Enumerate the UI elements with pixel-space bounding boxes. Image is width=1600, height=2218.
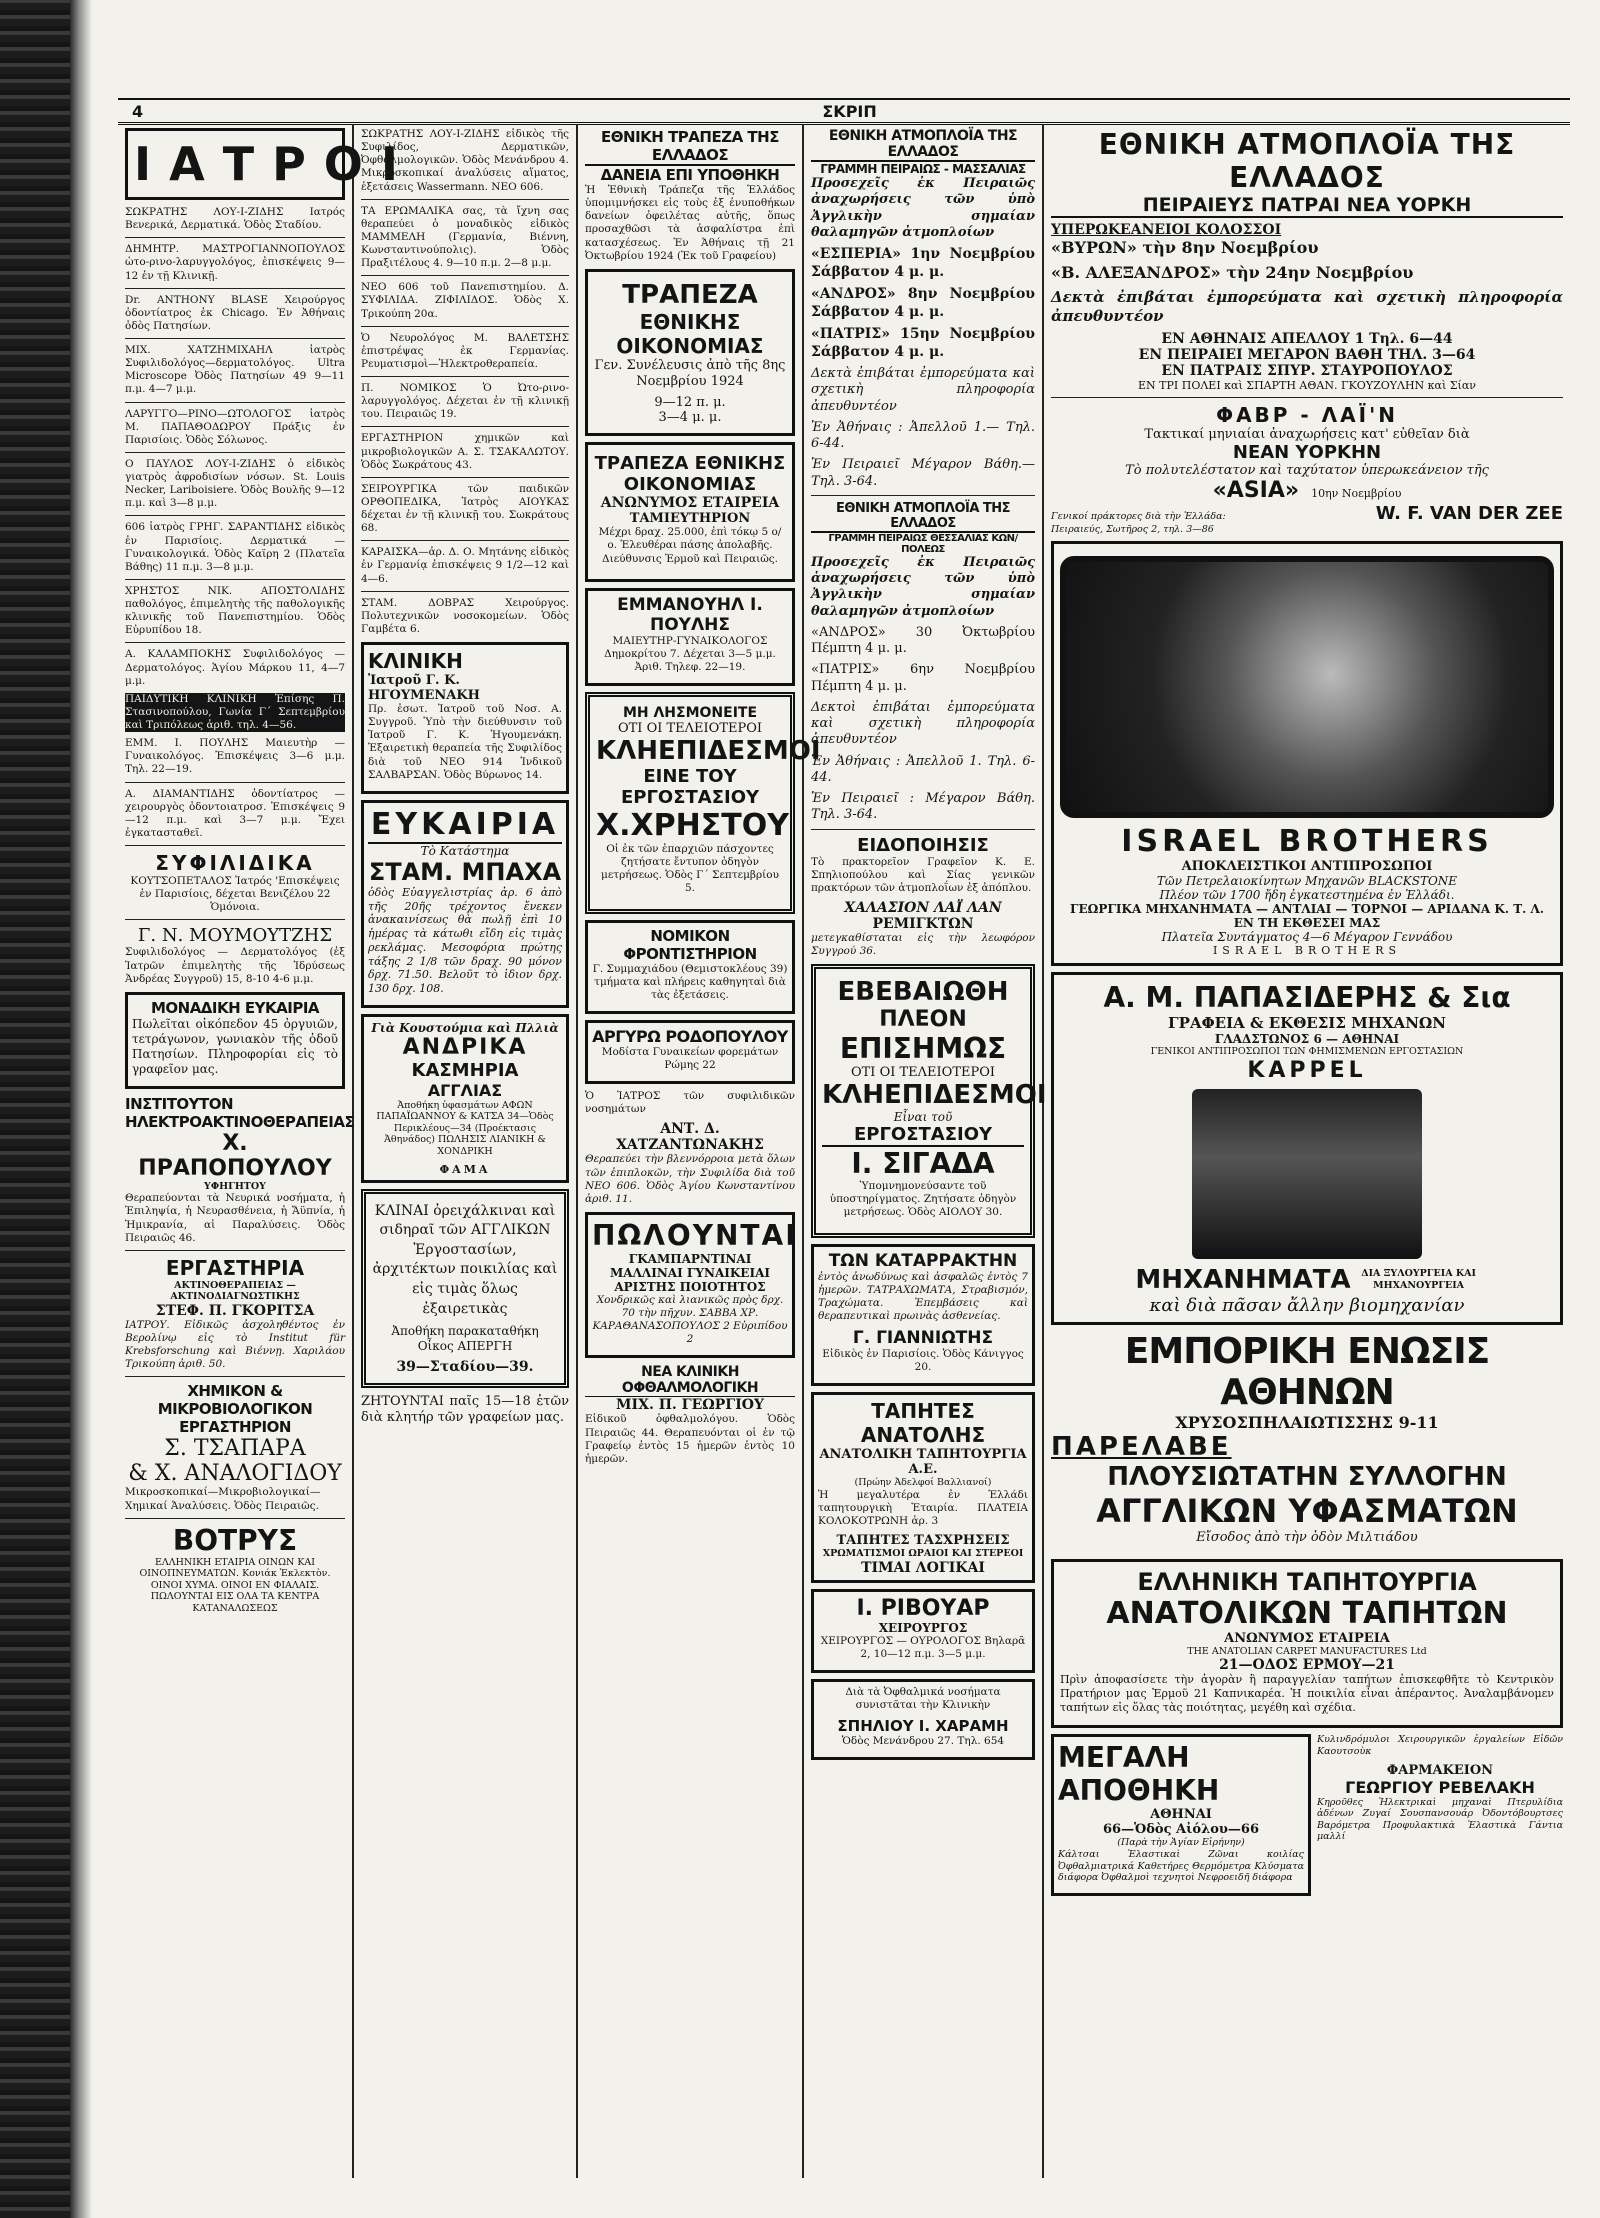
xhmikon-text: Μικροσκοπικαί—Μικροβιολογικαί—Χημικαί Ἀναλύσεις. Ὁδὸς Πειραιῶς.	[125, 1486, 321, 1512]
ergasthria-text: ΙΑΤΡΟΥ. Εἰδικῶς ἀσχοληθέντος ἐν Βερολίνῳ εἰς τὸ Institut für Krebsforschung καὶ Βιέννῃ. Χαριλάου Τρικούπη ἀριθ. 50.	[125, 1318, 345, 1371]
prapopoulou-name: Χ. ΠΡΑΠΟΠΟΥΛΟΥ	[138, 1130, 332, 1181]
ergasthria-sub: ΑΚΤΙΝΟΘΕΡΑΠΕΙΑΣ — ΑΚΤΙΝΟΔΙΑΓΝΩΣΤΙΚΗΣ	[170, 1279, 300, 1303]
scan-binding-edge	[0, 0, 70, 2218]
tamieyt-ad: ΤΡΑΠΕΖΑ ΕΘΝΙΚΗΣ ΟΙΚΟΝΟΜΙΑΣ ΑΝΩΝΥΜΟΣ ΕΤΑΙΡΕΙΑ ΤΑΜΙΕΥΤΗΡΙΟΝ Μέχρι δραχ. 25.000, ἐπὶ τόκῳ 5 ο/ο. Ἐλευθέραι πάσης ἀπολαβῆς. Διεύθυνσις Ἑρμοῦ καὶ Πειραιῶς.	[585, 442, 795, 581]
tapites-ad: ΤΑΠΗΤΕΣ ΑΝΑΤΟΛΗΣ ΑΝΑΤΟΛΙΚΗ ΤΑΠΗΤΟΥΡΓΙΑ Α.Ε. (Πρώην Ἀδελφοί Βαλλιανοί) Ἡ μεγαλυτέρα ἐν Ἑλλάδι ταπητουργικὴ Ἑταιρία. ΠΛΑΤΕΙΑ ΚΟΛΟΚΟΤΡΩΝΗ ἀρ. 3 ΤΑΠΗΤΕΣ ΤΑΣΧΡΗΣΕΙΣ ΧΡΩΜΑΤΙΣΜΟΙ ΩΡΑΙΟΙ ΚΑΙ ΣΤΕΡΕΟΙ ΤΙΜΑΙ ΛΟΓΙΚΑΙ	[811, 1392, 1035, 1583]
column-5: ΕΘΝΙΚΗ ΑΤΜΟΠΛΟΪΑ ΤΗΣ ΕΛΛΑΔΟΣ ΠΕΙΡΑΙΕΥΣ ΠΑΤΡΑΙ ΝΕΑ ΥΟΡΚΗ ΥΠΕΡΩΚΕΑΝΕΙΟΙ ΚΟΛΟΣΣΟΙ «ΒΥΡΩΝ» τὴν 8ην Νοεμβρίου «Β. ΑΛΕΞΑΝΔΡΟΣ» τὴν 24ην Νοεμβρίου Δεκτὰ ἐπιβάται ἐμπορεύματα καὶ σχετικὴ πληροφορία ἀπευθυντέον ΕΝ ΑΘΗΝΑΙΣ ΑΠΕΛΛΟΥ 1 Τηλ. 6—44 ΕΝ ΠΕΙΡΑΙΕΙ ΜΕΓΑΡΟΝ ΒΑΘΗ ΤΗΛ. 3—64 ΕΝ ΠΑΤΡΑΙΣ ΣΠΥΡ. ΣΤΑΥΡΟΠΟΥΛΟΣ ΕΝ ΤΡΙ ΠΟΛΕΙ καὶ ΣΠΑΡΤΗ ΑΘΑΝ. ΓΚΟΥΖΟΥΛΗΝ καὶ Σίαν ΦΑΒΡ - ΛΑΪ'Ν Τακτικαί μηνιαίαι ἀναχωρήσεις κατ' εὐθεῖαν διὰ ΝΕΑΝ ΥΟΡΚΗΝ Τὸ πολυτελέστατον καὶ ταχύτατον ὑπερωκεάνειον τῆς «ASIA» 10ην Νοεμβρίου Γενικοί πράκτορες διὰ τὴν Ἑλλάδα: W. F. VAN DER ZEE Πειραιεύς, Σωτῆρος 2, τηλ. 3—86 ISRAEL BROTHERS ΑΠΟΚΛΕΙΣΤΙΚΟΙ ΑΝΤΙΠΡΟΣΩΠΟΙ Τῶν Πετρελαιοκίνητων Μηχανῶν BLACKSTONE Πλέον τῶν 1700 ἤδη ἐγκατεστημένα ἐν Ἑλλάδι. ΓΕΩΡΓΙΚΑ ΜΗΧΑΝΗΜΑΤΑ — ΑΝΤΛΙΑΙ — ΤΟΡΝΟΙ — ΑΡΙΔΑΝΑ Κ. Τ. Λ. ΕΝ ΤΗ ΕΚΘΕΣΕΙ ΜΑΣ Πλατεῖα Συντάγματος 4—6 Μέγαρον Γεννάδου ISRAEL BROTHERS Α. Μ. ΠΑΠΑΣΙΔΕΡΗΣ & Σια ΓΡΑΦΕΙΑ & ΕΚΘΕΣΙΣ ΜΗΧΑΝΩΝ ΓΛΑΔΣΤΩΝΟΣ 6 — ΑΘΗΝΑΙ ΓΕΝΙΚΟΙ ΑΝΤΙΠΡΟΣΩΠΟΙ ΤΩΝ ΦΗΜΙΣΜΕΝΩΝ ΕΡΓΟΣΤΑΣΙΩΝ KAPPEL ΜΗΧΑΝΗΜΑΤΑ ΔΙΑ ΞΥΛΟΥΡΓΕΙΑ ΚΑΙ ΜΗΧΑΝΟΥΡΓΕΙΑ καὶ διὰ πᾶσαν ἄλλην βιομηχανίαν ΕΜΠΟΡΙΚΗ ΕΝΩΣΙΣ ΑΘΗΝΩΝ ΧΡΥΣΟΣΠΗΛΑΙΩΤΙΣΣΗΣ 9-11 ΠΑΡΕΛΑΒΕ ΠΛΟΥΣΙΩΤΑΤΗΝ ΣΥΛΛΟΓΗΝ ΑΓΓΛΙΚΩΝ ΥΦΑΣΜΑΤΩΝ Εἴσοδος ἀπὸ τὴν ὁδὸν Μιλτιάδου ΕΛΛΗΝΙΚΗ ΤΑΠΗΤΟΥΡΓΙΑ ΑΝΑΤΟΛΙΚΩΝ ΤΑΠΗΤΩΝ ΑΝΩΝΥΜΟΣ ΕΤΑΙΡΕΙΑ THE ANATOLIAN CARPET MANUFACTURES Ltd 21—ΟΔΟΣ ΕΡΜΟΥ—21 Πρὶν ἀποφασίσετε τὴν ἀγορὰν ἢ παραγγελίαν ταπήτων ἐπισκεφθῆτε τὸ Κεντρικὸν Πρατήριον μας Ἑρμοῦ 21 Καπνικαρέα. Ἡ ποικιλία εἶναι ἀπέραντος. Ἀναλαμβάνομεν ταπήτων εἰς ὅλας τὰς ποιότητας, μεγέθη καὶ σχέδια. ΜΕΓΑΛΗ ΑΠΟΘΗΚΗ ΑΘΗΝΑΙ 66—Ὁδὸς Αἰόλου—66 (Παρὰ τὴν Ἁγίαν Εἰρήνην) Κάλτσαι Ἐλαστικαὶ Ζῶναι κοιλίας Ὀφθαλμιατρικά Καθετήρες Θερμόμετρα Κλύσματα διάφορα Ὀφθαλμοὶ τεχνητοὶ Νεφροειδῆ διάφορα Κυλινδρόμυλοι Χειρουργικῶν ἐργαλείων Εἰδῶν Καουτσοὺκ ΦΑΡΜΑΚΕΙΟΝ ΓΕΩΡΓΙΟΥ ΡΕΒΕΛΑΚΗ Κηροῦθες Ἠλεκτρικαὶ μηχαναὶ Πτερυλίδια ἀδένων Ζυγαί Σουσπανσουάρ Ὀδοντόβουρτσες Βαρόμετρα Προφυλακτικὰ Ἐλαστικὰ Γάντια μαλλί	[1044, 124, 1570, 2178]
xatzanton-name: ΑΝΤ. Δ. ΧΑΤΖΑΝΤΩΝΑΚΗΣ	[616, 1121, 764, 1154]
ad: ΣΩΚΡΑΤΗΣ ΛΟΥ-Ι-ΖΙΔΗΣ Ιατρός Βενερικά, Δερματικά. Ὁδὸς Σταδίου.	[125, 206, 345, 232]
andrika-ad: Γιὰ Κουστούμια καὶ Πλλιὰ ΑΝΔΡΙΚΑ ΚΑΣΜΗΡΙΑ ΑΓΓΛΙΑΣ Ἀποθήκη ὑφασμάτων ΑΦΩΝ ΠΑΠΑΪΩΑΝΝΟΥ & ΚΑΤΣΑ 34—Ὁδὸς Περικλέους—34 (Προέκτασις Ἀθηνάδος) ΠΩΛΗΣΙΣ ΛΙΑΝΙΚΗ & ΧΟΝΔΡΙΚΗ ΦΑΜΑ	[361, 1014, 569, 1183]
israel-brothers-ad: ISRAEL BROTHERS ΑΠΟΚΛΕΙΣΤΙΚΟΙ ΑΝΤΙΠΡΟΣΩΠΟΙ Τῶν Πετρελαιοκίνητων Μηχανῶν BLACKSTONE Πλέον τῶν 1700 ἤδη ἐγκατεστημένα ἐν Ἑλλάδι. ΓΕΩΡΓΙΚΑ ΜΗΧΑΝΗΜΑΤΑ — ΑΝΤΛΙΑΙ — ΤΟΡΝΟΙ — ΑΡΙΔΑΝΑ Κ. Τ. Λ. ΕΝ ΤΗ ΕΚΘΕΣΕΙ ΜΑΣ Πλατεῖα Συντάγματος 4—6 Μέγαρον Γεννάδου ISRAEL BROTHERS	[1051, 541, 1563, 966]
prapopoulou-sub: ΥΦΗΓΗΤΟΥ	[204, 1180, 266, 1192]
ad: ΣΩΚΡΑΤΗΣ ΛΟΥ-Ι-ΖΙΔΗΣ εἰδικὸς τῆς Συφιλίδος, Δερματικῶν, Ὀφθαλμολογικῶν. Ὁδὸς Μενάνδρου 4. Μικροσκοπικαί ἀναλύσεις αἵματος, ἐξετάσεις Wassermann. ΝΕΟ 606.	[361, 128, 569, 193]
iatroi-heading: ΙΑΤΡΟΙ	[125, 128, 345, 200]
ad: 606 ἰατρὸς ΓΡΗΓ. ΣΑΡΑΝΤΙΔΗΣ εἰδικὸς ἐν Παρισίοις. Δερματικά — Γυναικολογικά. Ὁδὸς Καϊρη 2 (Πλατεῖα Βάθης) 11 π.μ. 3—8 μ.μ.	[125, 521, 345, 573]
ad: Α. ΔΙΑΜΑΝΤΙΔΗΣ ὁδοντίατρος — χειρουργὸς ὁδοντοιατροσ. Ἐπισκέψεις 9—12 π.μ. καὶ 3—7 μ.μ. Ἔχει ἐγκατασταθεῖ.	[125, 787, 345, 839]
argyro-ad: ΑΡΓΥΡΩ ΡΟΔΟΠΟΥΛΟΥ Μοδίστα Γυναικείων φορεμάτων Ρώμης 22	[585, 1020, 795, 1084]
fabr-heading: ΦΑΒΡ - ΛΑΪ'Ν	[1216, 402, 1398, 427]
institouton-heading: ΙΝΣΤΙΤΟΥΤΟΝ ΗΛΕΚΤΡΟΑΚΤΙΝΟΘΕΡΑΠΕΙΑΣ	[125, 1094, 355, 1131]
ad: ΛΑΡΥΓΓΟ—ΡΙΝΟ—ΩΤΟΛΟΓΟΣ ἰατρὸς Μ. ΠΑΠΑΘΟΔΩΡΟΥ Πράξις ἐν Παρισίοις. Ὁδὸς Σόλωνος.	[125, 407, 345, 446]
kataraktis-ad: ΤΩΝ ΚΑΤΑΡΡΑΚΤΗΝ ἐντὸς ἀνωδύνως καὶ ἀσφαλῶς ἐντὸς 7 ἡμερῶν. ΤΑΤΡΑΧΩΜΑΤΑ, Στραβισμόν, Τραχώματα. Ἐπεμβάσεις καὶ θεραπευτικαὶ πρωινὰς ἀσθενείας. Γ. ΓΙΑΝΝΙΩΤΗΣ Εἰδικὸς ἐν Παρισίοις. Ὁδὸς Κάνιγγος 20.	[811, 1244, 1035, 1387]
ethniki-text: Ἡ Ἐθνικὴ Τράπεζα τῆς Ἑλλάδος ὑπομιμνήσκει εἰς τοὺς ἐξ ἐνυποθήκων δανείων ὀφειλέτας αὐτῆς, ὅπως προσαχθῶσι τὰ ἀσφαλίστρα ἐπὶ κατασχέσεως. Ἐν Ἀθήναις τῇ 21 Ὀκτωβρίου 1924 (Ἐκ τοῦ Γραφείου)	[585, 184, 795, 262]
engine-illustration	[1060, 556, 1554, 818]
iatros-text: Ὁ ἸΑΤΡΟΣ τῶν συφιλιδικῶν νοσημάτων	[585, 1090, 795, 1116]
column-3	[578, 124, 821, 2178]
spilios-ad: Διὰ τὰ Ὀφθαλμικά νοσήματα συνιστᾶται τὴν Κλινικὴν ΣΠΗΛΙΟΥ Ι. ΧΑΡΑΜΗ Ὁδὸς Μενάνδρου 27. Τηλ. 654	[811, 1679, 1035, 1760]
ad: Π. ΝΟΜΙΚΟΣ Ὁ Ὠτο-ρινο-λαρυγγολόγος. Δέχεται ἐν τῇ κλινικῇ του. Πειραιῶς 19.	[361, 382, 569, 421]
nea-text: Εἰδικοῦ ὀφθαλμολόγου. Ὁδὸς Πειραιῶς 44. Θεραπευόνται οἱ ἐν τῷ Γραφείῳ ἐντὸς 15 ἡμερῶν ἐντὸς 10 ἡμερῶν.	[585, 1413, 795, 1465]
klinikh-ad: ΚΛΙΝΙΚΗ Ἰατροῦ Γ. Κ. ΗΓΟΥΜΕΝΑΚΗ Πρ. ἐσωτ. Ἰατροῦ τοῦ Νοσ. Α. Συγγροῦ. Ὑπὸ τὴν διεύθυνσιν τοῦ Ἰατροῦ Γ. Κ. Ἡγουμενάκη. Ἐξαιρετικὴ θεραπεία τῆς Συφιλίδος διὰ τοῦ ΝΕΟ 914 Ἰνδικοῦ ΣΑΛΒΑΡΣΑΝ. Ὁδὸς Βύρωνος 14.	[361, 642, 569, 794]
ergasthria-heading: ΕΡΓΑΣΤΗΡΙΑ	[165, 1255, 305, 1280]
ad: Α. ΚΑΛΑΜΠΟΚΗΣ Συφιλιδολόγος — Δερματολόγος. Ἁγίου Μάρκου 11, 4—7 μ.μ.	[125, 648, 345, 687]
xristou-ad: ΜΗ ΛΗΣΜΟΝΕΙΤΕ ΟΤΙ ΟΙ ΤΕΛΕΙΟΤΕΡΟΙ ΚΛΗΕΠΙΔΕΣΜΟΙ ΕΙΝΕ ΤΟΥ ΕΡΓΟΣΤΑΣΙΟΥ Χ.ΧΡΗΣΤΟΥ Οἱ ἐκ τῶν ἐπαρχιῶν πάσχοντες ζητήσατε ἔντυπον ὁδηγὸν μετρήσεως. Ὁδὸς Γ΄ Σεπτεμβρίου 5.	[585, 692, 795, 914]
eykairia-ad: ΕΥΚΑΙΡΙΑ Τὸ Κατάστημα ΣΤΑΜ. ΜΠΑΧΑ ὁδὸς Εὐαγγελιστρίας ἀρ. 6 ἀπὸ τῆς 20ῆς τρέχοντος ἔνεκεν ἀνακαινίσεως θὰ πωλῇ ἐπὶ 10 ἡμέρας τὰ κάτωθι εἴδη εἰς τιμὰς ρεκλάμας. Μεσοφόρια πρώτης τάξης 2 1/8 τῶν δραχ. 90 μόνον δρχ. 71.50. Βελοῦτ τὸ ἰδιον δρχ. 130 δρχ. 108.	[361, 800, 569, 1008]
newspaper-page	[118, 98, 1570, 2178]
ad: ΜΙΧ. ΧΑΤΖΗΜΙΧΑΗΛ ἰατρὸς Συφιλιδολόγος—δερματολόγος. Ultra Microscope Ὀδὸς Πατησίων 49 9—11 π.μ. 4—7 μ.μ.	[125, 344, 345, 396]
ad: Ὁ Νευρολόγος Μ. ΒΑΛΕΤΣΗΣ ἐπιστρέψας ἐκ Γερμανίας. Ρευματισμοὶ—Ἠλεκτροθεραπεία.	[361, 331, 569, 370]
moumoutzis-heading: Γ. Ν. ΜΟΥΜΟΥΤΖΗΣ	[137, 925, 333, 947]
ad: ΝΕΟ 606 τοῦ Πανεπιστημίου. Δ. ΣΥΦΙΛΙΔΑ. ΖΙΦΙΛΙΔΟΣ. Ὁδὸς Χ. Τρικούπη 20α.	[361, 281, 569, 320]
botrys-text: ΕΛΛΗΝΙΚΗ ΕΤΑΙΡΙΑ ΟΙΝΩΝ ΚΑΙ ΟΙΝΟΠΝΕΥΜΑΤΩΝ. Κονιάκ Ἐκλεκτὸν. ΟΙΝΟΙ ΧΥΜΑ. ΟΙΝΟΙ ΕΝ ΦΙΑΛΑΙΣ. ΠΩΛΟΥΝΤΑΙ ΕΙΣ ΟΛΑ ΤΑ ΚΕΝΤΡΑ ΚΑΤΑΝΑΛΩΣΕΩΣ	[139, 1556, 331, 1615]
xatzanton-text: Θεραπεύει τὴν βλεννόρροια μετὰ ὅλων τῶν ἐπιπλοκῶν, τὴν Συφιλίδα διὰ τοῦ NEO 606. Ὁδὸς Ἁγίου Κωνσταντίνου ἀριθ. 11.	[585, 1153, 795, 1205]
xhmikon-heading: ΧΗΜΙΚΟΝ & ΜΙΚΡΟΒΙΟΛΟΓΙΚΟΝ ΕΡΓΑΣΤΗΡΙΟΝ	[157, 1382, 313, 1437]
tsapara-name: Σ. ΤΣΑΠΑΡΑ	[164, 1436, 306, 1462]
analogidou-name: & Χ. ΑΝΑΛΟΓΙΔΟΥ	[128, 1461, 342, 1487]
botrys-heading: ΒΟΤΡΥΣ	[172, 1523, 298, 1557]
emporikh-heading: ΕΜΠΟΡΙΚΗ ΕΝΩΣΙΣ ΑΘΗΝΩΝ	[1124, 1330, 1490, 1413]
machine-illustration	[1192, 1089, 1422, 1259]
syfilidika-heading: ΣΥΦΙΛΙΔΙΚΑ	[155, 851, 315, 875]
ad: ΧΡΗΣΤΟΣ ΝΙΚ. ΑΠΟΣΤΟΛΙΔΗΣ παθολόγος, ἐπιμελητὴς τῆς παθολογικῆς κλινικῆς τοῦ Πανεπιστημίου. Ὁδὸς Εὐρυπίδου 18.	[125, 584, 345, 637]
gkoritsa-name: ΣΤΕΦ. Π. ΓΚΟΡΙΤΣΑ	[155, 1302, 315, 1319]
asia-line: «ASIA» 10ην Νοεμβρίου	[1212, 477, 1402, 503]
ethniki-heading: ΕΘΝΙΚΗ ΤΡΑΠΕΖΑ ΤΗΣ ΕΛΛΑΔΟΣ	[585, 128, 795, 166]
ad: ΕΡΓΑΣΤΗΡΙΟΝ χημικῶν καὶ μικροβιολογικῶν Α. Σ. ΤΣΑΚΑΛΩΤΟΥ. Ὁδὸς Σωκράτους 43.	[361, 432, 569, 471]
syfilidika-text: ΚΟΥΤΣΟΠΕΤΑΛΟΣ Ἰατρός 'Επισκέψεις ἐν Παρισίοις, δέχεται Βενιζέλου 22 Ὁμόνοια.	[130, 875, 340, 914]
ethniki-heading: ΕΘΝΙΚΗ ΑΤΜΟΠΛΟΪΑ ΤΗΣ ΕΛΛΑΔΟΣ	[811, 128, 1035, 162]
ad: ΣΤΑΜ. ΔΟΒΡΑΣ Χειρούργος. Πολυτεχνικῶν νοσοκομείων. Ὁδὸς Γαμβέτα 6.	[361, 596, 569, 635]
column-2	[354, 124, 578, 2178]
ad: ΤΑ ΕΡΩΜΑΛΙΚΑ σας, τὰ ἴχνη σας θεραπεύει ὁ μοναδικὸς εἰδικὸς ΜΑΜΜΕΛΗ (Γερμανία, Βιέννη, Κωνσταντινούπολις). Ὁδὸς Πραξιτέλους 4. 9—10 π.μ. 2—8 μ.μ.	[361, 204, 569, 270]
grammh-heading: ΓΡΑΜΜΗ ΠΕΙΡΑΙΩΣ - ΜΑΣΣΑΛΙΑΣ	[820, 162, 1026, 176]
page-header	[118, 98, 1570, 125]
daneia-heading: ΔΑΝΕΙΑ ΕΠΙ ΥΠΟΘΗΚΗ	[600, 166, 780, 184]
papasideris-ad: Α. Μ. ΠΑΠΑΣΙΔΕΡΗΣ & Σια ΓΡΑΦΕΙΑ & ΕΚΘΕΣΙΣ ΜΗΧΑΝΩΝ ΓΛΑΔΣΤΩΝΟΣ 6 — ΑΘΗΝΑΙ ΓΕΝΙΚΟΙ ΑΝΤΙΠΡΟΣΩΠΟΙ ΤΩΝ ΦΗΜΙΣΜΕΝΩΝ ΕΡΓΟΣΤΑΣΙΩΝ KAPPEL ΜΗΧΑΝΗΜΑΤΑ ΔΙΑ ΞΥΛΟΥΡΓΕΙΑ ΚΑΙ ΜΗΧΑΝΟΥΡΓΕΙΑ καὶ διὰ πᾶσαν ἄλλην βιομηχανίαν	[1051, 972, 1563, 1325]
ad: Ο ΠΑΥΛΟΣ ΛΟΥ-Ι-ΖΙΔΗΣ ὁ εἰδικὸς γιατρὸς ἀφροδισίων νόσων. St. Louis Necker, Lariboisiere. Ὁδὸς Βουλῆς 9—12 π.μ. καὶ 3—8 μ.μ.	[125, 457, 345, 510]
ad: ΚΑΡΑΙΣΚΑ—ἀρ. Δ. Ο. Μητάνης εἰδικὸς ἐν Γερμανίᾳ ἐπισκέψεις 9 1/2—12 καὶ 4—6.	[361, 546, 569, 585]
moumoutzis-text: Συφιλιδολόγος — Δερματολόγος (ἐξ Ἰατρῶν ἐπιμελητὴς τῆς Ἱδρύσεως Ἀνδρέας Συγγροῦ) 15, 8-10 4-6 μ.μ.	[125, 946, 345, 985]
tapitourgia-ad: ΕΛΛΗΝΙΚΗ ΤΑΠΗΤΟΥΡΓΙΑ ΑΝΑΤΟΛΙΚΩΝ ΤΑΠΗΤΩΝ ΑΝΩΝΥΜΟΣ ΕΤΑΙΡΕΙΑ THE ANATOLIAN CARPET MANUFACTURES Ltd 21—ΟΔΟΣ ΕΡΜΟΥ—21 Πρὶν ἀποφασίσετε τὴν ἀγορὰν ἢ παραγγελίαν ταπήτων ἐπισκεφθῆτε τὸ Κεντρικὸν Πρατήριον μας Ἑρμοῦ 21 Καπνικαρέα. Ἡ ποικιλία εἶναι ἀπέραντος. Ἀναλαμβάνομεν ταπήτων εἰς ὅλας τὰς ποιότητας, μεγέθη καὶ σχέδια.	[1051, 1559, 1563, 1729]
megalh-apothhkh-ad: ΜΕΓΑΛΗ ΑΠΟΘΗΚΗ ΑΘΗΝΑΙ 66—Ὁδὸς Αἰόλου—66 (Παρὰ τὴν Ἁγίαν Εἰρήνην) Κάλτσαι Ἐλαστικαὶ Ζῶναι κοιλίας Ὀφθαλμιατρικά Καθετήρες Θερμόμετρα Κλύσματα διάφορα Ὀφθαλμοὶ τεχνητοὶ Νεφροειδῆ διάφορα Κυλινδρόμυλοι Χειρουργικῶν ἐργαλείων Εἰδῶν Καουτσοὺκ ΦΑΡΜΑΚΕΙΟΝ ΓΕΩΡΓΙΟΥ ΡΕΒΕΛΑΚΗ Κηροῦθες Ἠλεκτρικαὶ μηχαναὶ Πτερυλίδια ἀδένων Ζυγαί Σουσπανσουάρ Ὀδοντόβουρτσες Βαρόμετρα Προφυλακτικὰ Ἐλαστικὰ Γάντια μαλλί	[1051, 1734, 1563, 1895]
zitountai-ad: ΖΗΤΟΥΝΤΑΙ παῖς 15—18 ἐτῶν διὰ κλητήρ τῶν γραφείων μας.	[361, 1394, 569, 1426]
poulis-ad: ΕΜΜΑΝΟΥΗΛ Ι. ΠΟΥΛΗΣ ΜΑΙΕΥΤΗΡ-ΓΥΝΑΙΚΟΛΟΓΟΣ Δημοκρίτου 7. Δέχεται 3—5 μ.μ. Ἀριθ. Τηλεφ. 22—19.	[585, 588, 795, 686]
ethniki2-heading: ΕΘΝΙΚΗ ΑΤΜΟΠΛΟΪΑ ΤΗΣ ΕΛΛΑΔΟΣ	[811, 501, 1035, 533]
ad: ΔΗΜΗΤΡ. ΜΑΣΤΡΟΓΙΑΝΝΟΠΟΥΛΟΣ ὠτο-ρινο-λαρυγγολόγος, ἐπισκέψεις 9—12 ἐν τῇ Κλινικῇ.	[125, 243, 345, 282]
monadikh-ad: ΜΟΝΑΔΙΚΗ ΕΥΚΑΙΡΙΑ Πωλεῖται οἰκόπεδον 45 ὀργυιῶν, τετράγωνον, γωνιακὸν τῆς ὁδοῦ Πατησίων. Πληροφορίαι εἰς τὸ γραφεῖον μας.	[125, 992, 345, 1089]
rivouar-ad: Ι. ΡΙΒΟΥΑΡ ΧΕΙΡΟΥΡΓΟΣ ΧΕΙΡΟΥΡΓΟΣ — ΟΥΡΟΛΟΓΟΣ Βηλαρᾶ 2, 10—12 π.μ. 3—5 μ.μ.	[811, 1589, 1035, 1673]
ad: ΕΜΜ. Ι. ΠΟΥΛΗΣ Μαιευτὴρ — Γυναικολόγος. Ἐπισκέψεις 3—6 μ.μ. Τηλ. 22—19.	[125, 737, 345, 776]
sigada-ad: ΕΒΕΒΑΙΩΘΗ ΠΛΕΟΝ ΕΠΙΣΗΜΩΣ ΟΤΙ ΟΙ ΤΕΛΕΙΟΤΕΡΟΙ ΚΛΗΕΠΙΔΕΣΜΟΙ Εἶναι τοῦ ΕΡΓΟΣΤΑΣΙΟΥ Ι. ΣΙΓΑΔΑ Ὑπομνημονεύσαντε τοῦ ὑποστηρίγματος. Ζητήσατε ὁδηγὸν μετρήσεως. Ὁδὸς ΑΙΟΛΟΥ 30.	[811, 964, 1035, 1237]
klinikh-ad: ΠΑΙΔΥΤΙΚΗ ΚΛΙΝΙΚΗ Ἐπίσης Π. Στασινοπούλου, Γωνία Γ΄ Σεπτεμβρίου καὶ Τριπόλεως ἀριθ. τηλ. 4—56.	[125, 692, 345, 731]
column-1	[118, 124, 417, 2178]
kalinai-ad: ΚΛΙΝΑΙ ὀρειχάλκιναι καὶ σιδηραῖ τῶν ΑΓΓΛΙΚΩΝ Ἐργοστασίων, ἀρχιτέκτων ποικιλίας καὶ εἰς τιμὰς ὅλως ἐξαιρετικὰς Ἀποθήκη παρακαταθήκη Οἶκος ΑΠΕΡΓΗ 39—Σταδίου—39.	[361, 1189, 569, 1389]
eidopoihsis-heading: ΕΙΔΟΠΟΙΗΣΙΣ	[857, 834, 989, 856]
poulountai-ad: ΠΩΛΟΥΝΤΑΙ ΓΚΑΜΠΑΡΝΤΙΝΑΙ ΜΑΛΛΙΝΑΙ ΓΥΝΑΙΚΕΙΑΙ ΑΡΙΣΤΗΣ ΠΟΙΟΤΗΤΟΣ Χονδρικῶς καὶ λιανικῶς πρὸς δρχ. 70 τὴν πῆχυν. ΣΑΒΒΑ ΧΡ. ΚΑΡΑΘΑΝΑΣΟΠΟΥΛΟΣ 2 Εὐριπίδου 2	[585, 1212, 795, 1359]
ad: Dr. ANTHONY BLASE Χειρούργος ὀδοντίατρος ἐκ Chicago. Ἐν Ἀθήναις ὁδὸς Πατησίων.	[125, 293, 345, 332]
ethniki-heading: ΕΘΝΙΚΗ ΑΤΜΟΠΛΟΪΑ ΤΗΣ ΕΛΛΑΔΟΣ	[1098, 128, 1516, 194]
page-number: 4	[132, 101, 144, 121]
newspaper-title: ΣΚΡΙΠ	[822, 101, 877, 121]
prapopoulou-text: Θεραπεύονται τὰ Νευρικά νοσήματα, ἡ Ἐπιληψία, ἡ Νευρασθένεια, ἡ Ἄϋπνία, ἡ Ἡμικρανία, αἱ Παραλύσεις. Ὁδὸς Πειραιῶς 46.	[125, 1192, 345, 1244]
column-4: ΕΘΝΙΚΗ ΑΤΜΟΠΛΟΪΑ ΤΗΣ ΕΛΛΑΔΟΣ ΓΡΑΜΜΗ ΠΕΙΡΑΙΩΣ - ΜΑΣΣΑΛΙΑΣ Προσεχεῖς ἐκ Πειραιῶς ἀναχωρήσεις τῶν ὑπὸ Ἀγγλικὴν σημαίαν θαλαμηγῶν ἀτμοπλοίων «ΕΣΠΕΡΙΑ» 1ην Νοεμβρίου Σάββατον 4 μ. μ. «ΑΝΔΡΟΣ» 8ην Νοεμβρίου Σάββατον 4 μ. μ. «ΠΑΤΡΙΣ» 15ην Νοεμβρίου Σάββατον 4 μ. μ. Δεκτὰ ἐπιβάται ἐμπορεύματα καὶ σχετικὴ πληροφορία ἀπευθυντέον Ἐν Ἀθήναις : Ἀπελλοῦ 1.— Τηλ. 6-44. Ἐν Πειραιεῖ Μέγαρον Βάθη.— Τηλ. 3-64. ΕΘΝΙΚΗ ΑΤΜΟΠΛΟΪΑ ΤΗΣ ΕΛΛΑΔΟΣ ΓΡΑΜΜΗ ΠΕΙΡΑΙΩΣ ΘΕΣΣΑΛΙΑΣ ΚΩΝ/ΠΟΛΕΩΣ Προσεχεῖς ἐκ Πειραιῶς ἀναχωρήσεις τῶν ὑπὸ Ἀγγλικὴν σημαίαν θαλαμηγῶν ἀτμοπλοίων «ΑΝΔΡΟΣ» 30 Ὀκτωβρίου Πέμπτη 4 μ. μ. «ΠΑΤΡΙΣ» 6ην Νοεμβρίου Πέμπτη 4 μ. μ. Δεκτοὶ ἐπιβάται ἐμπορεύματα καὶ σχετικὴ πληροφορία ἀπευθυντέον Ἐν Ἀθήναις : Ἀπελλοῦ 1. Τηλ. 6-44. Ἐν Πειραιεῖ : Μέγαρον Βάθη. Τηλ. 3-64. ΕΙΔΟΠΟΙΗΣΙΣ Τὸ πρακτορεῖον Γραφεῖον Κ. Ε. Σπηλιοπούλου καὶ Σίας γενικῶν πρακτόρων τῶν ἀτμοπλοΐων ἐξ ἀπόπλου. ΧΑΛΑΣΙΟΝ ΛΑΪ ΛΑΝ ΡΕΜΙΓΚΤΩΝ μετεγκαθίσταται εἰς τὴν λεωφόρον Συγγρού 36. ΕΒΕΒΑΙΩΘΗ ΠΛΕΟΝ ΕΠΙΣΗΜΩΣ ΟΤΙ ΟΙ ΤΕΛΕΙΟΤΕΡΟΙ ΚΛΗΕΠΙΔΕΣΜΟΙ Εἶναι τοῦ ΕΡΓΟΣΤΑΣΙΟΥ Ι. ΣΙΓΑΔΑ Ὑπομνημονεύσαντε τοῦ ὑποστηρίγματος. Ζητήσατε ὁδηγὸν μετρήσεως. Ὁδὸς ΑΙΟΛΟΥ 30. ΤΩΝ ΚΑΤΑΡΡΑΚΤΗΝ ἐντὸς ἀνωδύνως καὶ ἀσφαλῶς ἐντὸς 7 ἡμερῶν. ΤΑΤΡΑΧΩΜΑΤΑ, Στραβισμόν, Τραχώματα. Ἐπεμβάσεις καὶ θεραπευτικαὶ πρωινὰς ἀσθενείας. Γ. ΓΙΑΝΝΙΩΤΗΣ Εἰδικὸς ἐν Παρισίοις. Ὁδὸς Κάνιγγος 20. ΤΑΠΗΤΕΣ ΑΝΑΤΟΛΗΣ ΑΝΑΤΟΛΙΚΗ ΤΑΠΗΤΟΥΡΓΙΑ Α.Ε. (Πρώην Ἀδελφοί Βαλλιανοί) Ἡ μεγαλυτέρα ἐν Ἑλλάδι ταπητουργικὴ Ἑταιρία. ΠΛΑΤΕΙΑ ΚΟΛΟΚΟΤΡΩΝΗ ἀρ. 3 ΤΑΠΗΤΕΣ ΤΑΣΧΡΗΣΕΙΣ ΧΡΩΜΑΤΙΣΜΟΙ ΩΡΑΙΟΙ ΚΑΙ ΣΤΕΡΕΟΙ ΤΙΜΑΙ ΛΟΓΙΚΑΙ Ι. ΡΙΒΟΥΑΡ ΧΕΙΡΟΥΡΓΟΣ ΧΕΙΡΟΥΡΓΟΣ — ΟΥΡΟΛΟΓΟΣ Βηλαρᾶ 2, 10—12 π.μ. 3—5 μ.μ. Διὰ τὰ Ὀφθαλμικά νοσήματα συνιστᾶται τὴν Κλινικὴν ΣΠΗΛΙΟΥ Ι. ΧΑΡΑΜΗ Ὁδὸς Μενάνδρου 27. Τηλ. 654	[804, 124, 1044, 2178]
ad: ΣΕΙΡΟΥΡΓΙΚΑ τῶν παιδικῶν ΟΡΘΟΠΕΔΙΚΑ, Ἰατρὸς ΑΙΟΥΚΑΣ δέχεται ἐν τῇ κλινικῇ του. Σωκράτους 68.	[361, 482, 569, 535]
nea-heading: ΝΕΑ ΚΛΙΝΙΚΗ ΟΦΘΑΛΜΟΛΟΓΙΚΗ	[585, 1364, 795, 1397]
georgiou-name: ΜΙΧ. Π. ΓΕΩΡΓΙΟΥ	[616, 1397, 764, 1414]
ethnikis-oikonomias-ad: ΤΡΑΠΕΖΑ ΕΘΝΙΚΗΣ ΟΙΚΟΝΟΜΙΑΣ Γεν. Συνέλευσις ἀπὸ τῆς 8ης Νοεμβρίου 1924 9—12 π. μ. 3—4 μ. μ.	[585, 269, 795, 437]
nomikon-ad: ΝΟΜΙΚΟΝ ΦΡΟΝΤΙΣΤΗΡΙΟΝ Γ. Συμμαχιάδου (Θεμιστοκλέους 39) τμήματα καὶ πλήρεις καθηγηταὶ διὰ τὰς ἐξετάσεις.	[585, 920, 795, 1014]
